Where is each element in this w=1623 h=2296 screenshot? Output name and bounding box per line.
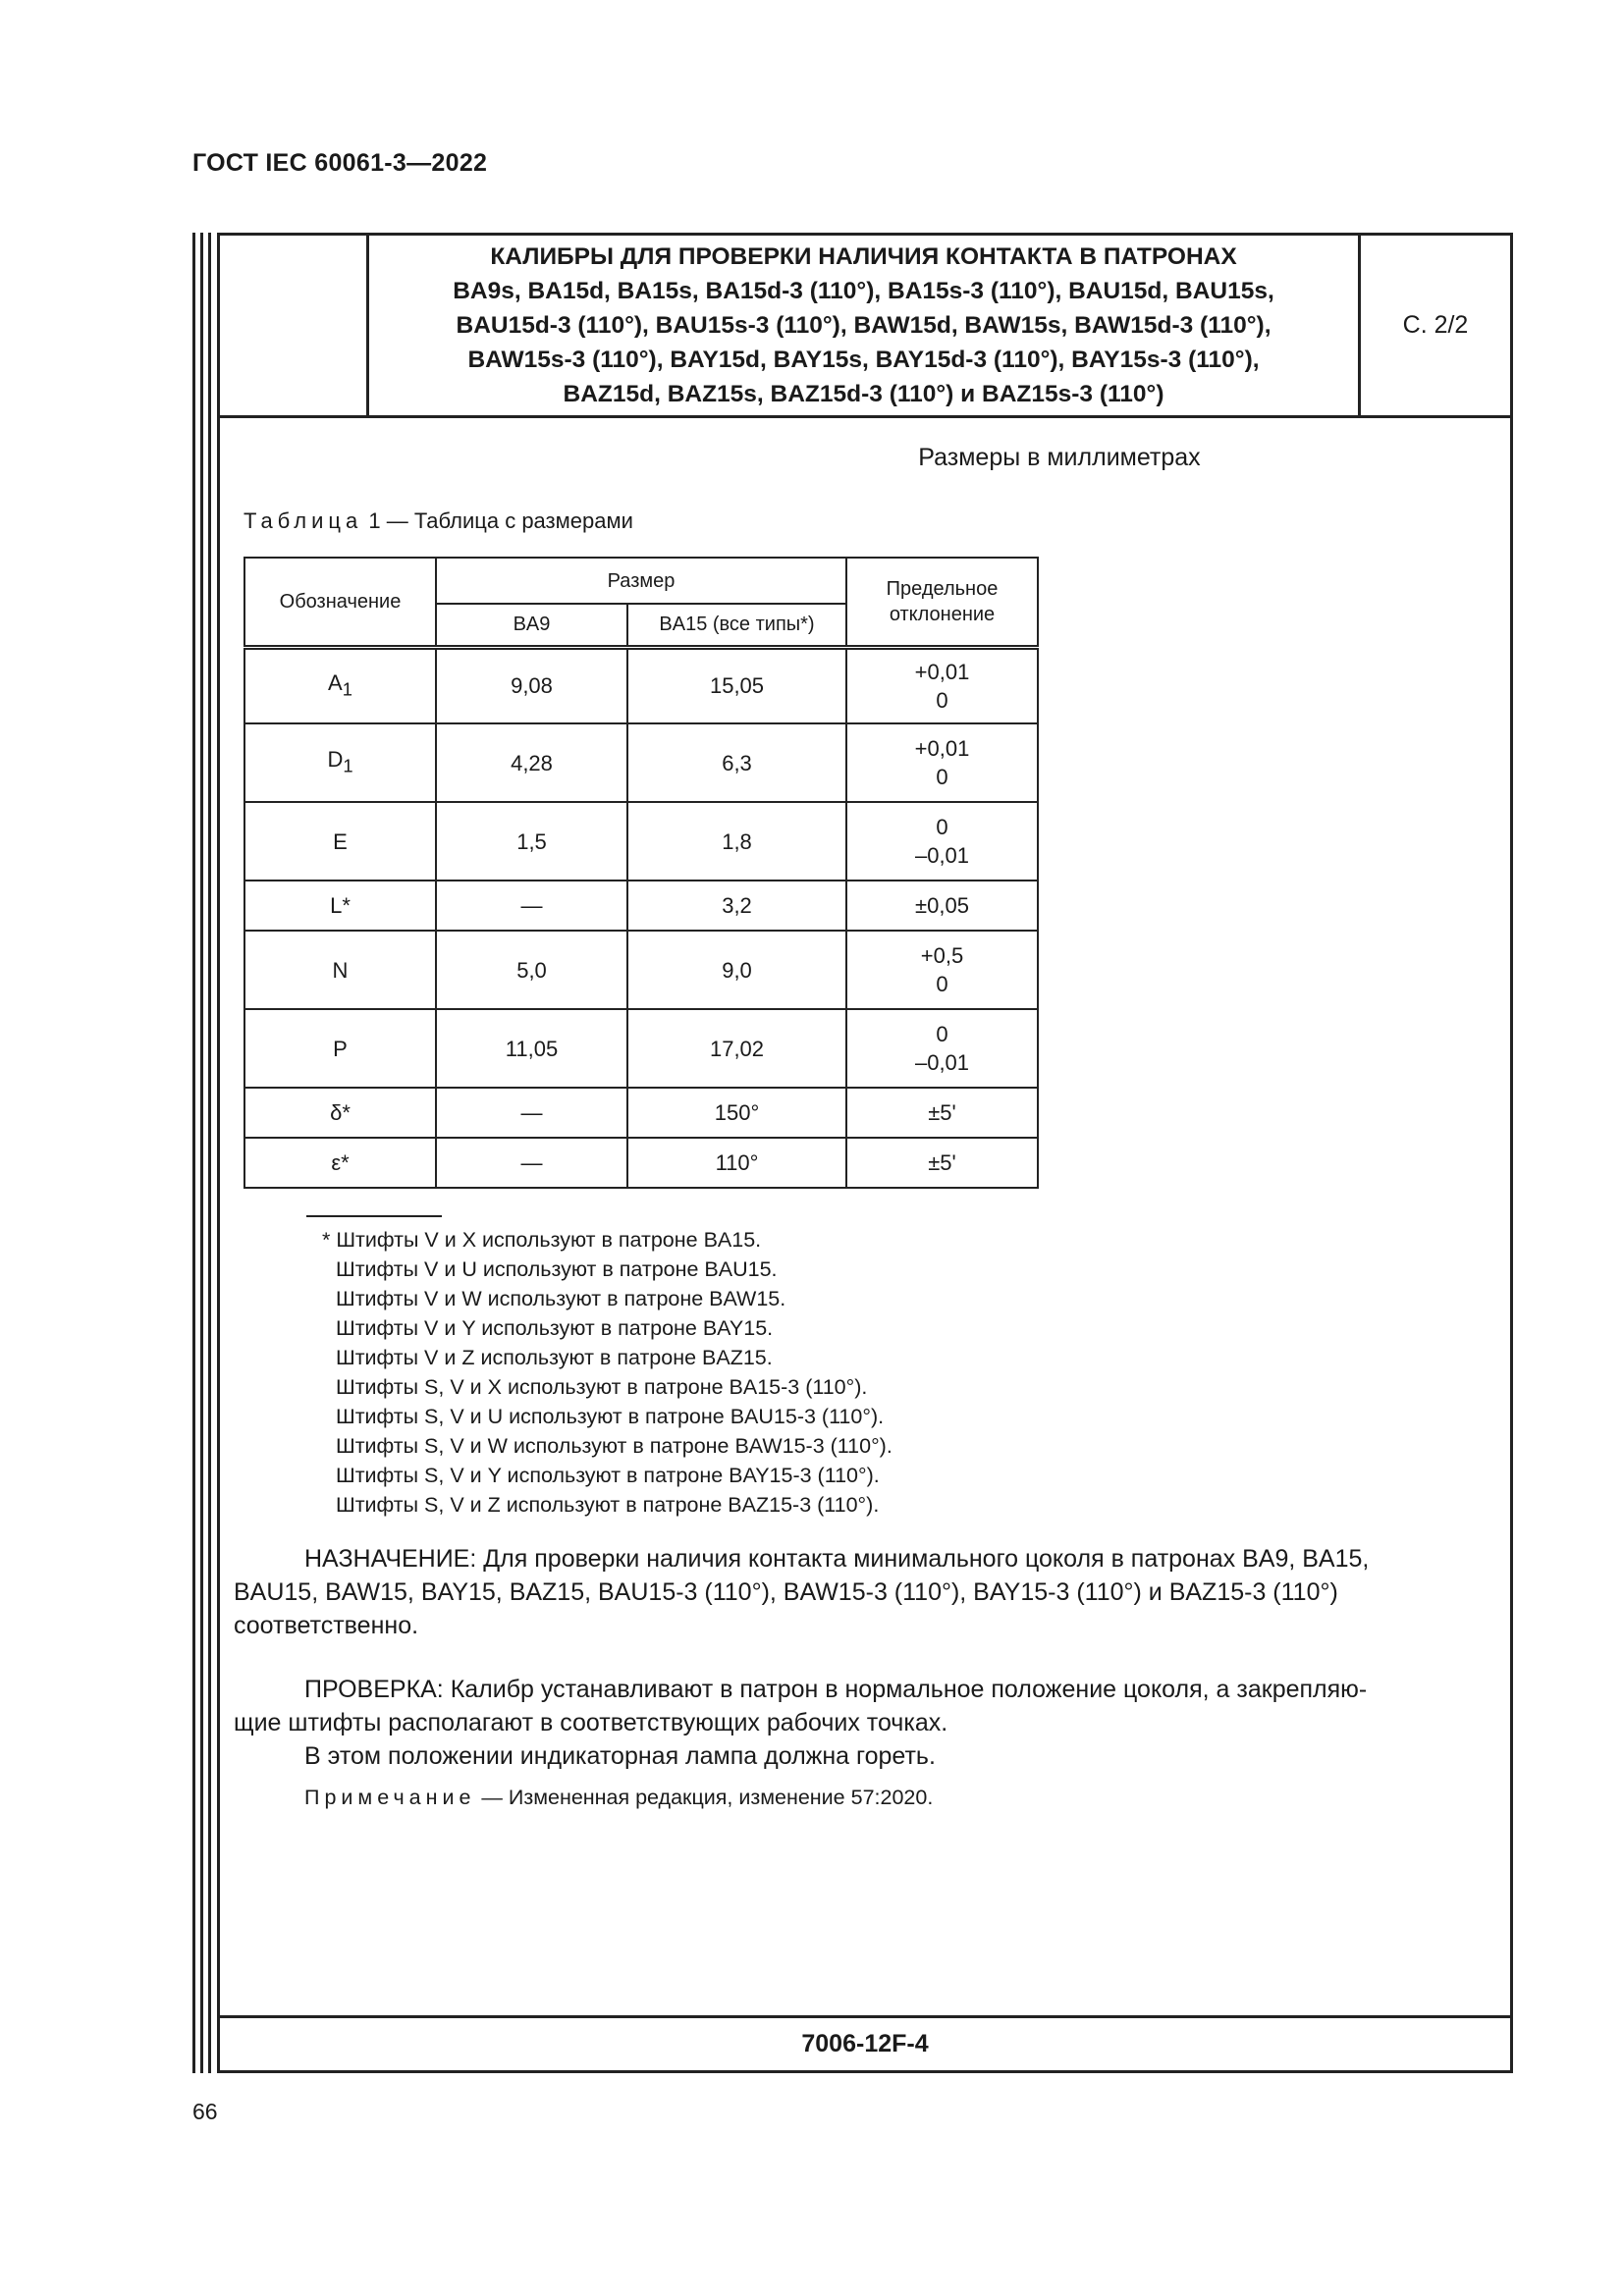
col-header-deviation: Предельное отклонение	[846, 558, 1038, 647]
cell-deviation: ±5'	[846, 1088, 1038, 1138]
document-code: ГОСТ IEC 60061-3—2022	[192, 149, 488, 177]
title-line: BAU15d-3 (110°), BAU15s-3 (110°), BAW15d, BAW15s, BAW15d-3 (110°),	[456, 312, 1271, 339]
purpose-line: BAU15, BAW15, BAY15, BAZ15, BAU15-3 (110°), BAW15-3 (110°), BAY15-3 (110°) и BAZ15-3 (110°)	[234, 1578, 1338, 1606]
header-blank-cell	[220, 236, 369, 415]
cell-ba9: 5,0	[436, 931, 627, 1009]
check-line: щие штифты располагают в соответствующих рабочих точках.	[234, 1709, 948, 1736]
footnote-line: Штифты S, V и U используют в патроне BAU15-3 (110°).	[336, 1405, 885, 1428]
cell-designation: L*	[244, 881, 436, 931]
table-row	[244, 723, 1038, 802]
cell-ba15: 17,02	[627, 1009, 846, 1088]
cell-designation: δ*	[244, 1088, 436, 1138]
sheet-frame	[217, 233, 1513, 2073]
col-header-ba15: BA15 (все типы*)	[627, 604, 846, 647]
header-title	[369, 236, 1361, 415]
footnote-line: Штифты V и U используют в патроне BAU15.	[336, 1257, 778, 1281]
cell-deviation: +0,01 0	[846, 723, 1038, 802]
footnote-line: Штифты V и Z используют в патроне BAZ15.	[336, 1346, 773, 1369]
table-row	[244, 1088, 1038, 1138]
sheet-header	[220, 236, 1510, 418]
cell-designation: $A_1$	[244, 647, 436, 723]
cell-ba9: 9,08	[436, 647, 627, 723]
cell-deviation: 0 –0,01	[846, 802, 1038, 881]
cell-ba15: 110°	[627, 1138, 846, 1188]
title-line: BAZ15d, BAZ15s, BAZ15d-3 (110°) и BAZ15s-3 (110°)	[563, 381, 1164, 407]
footnote-rule	[306, 1215, 442, 1217]
table-caption-text: 1 — Таблица с размерами	[362, 508, 633, 533]
footnote-line: Штифты V и W используют в патроне BAW15.	[336, 1287, 786, 1310]
cell-ba9: 11,05	[436, 1009, 627, 1088]
cell-deviation: ±5'	[846, 1138, 1038, 1188]
cell-ba9: 1,5	[436, 802, 627, 881]
table-row	[244, 931, 1038, 1009]
cell-ba15: 3,2	[627, 881, 846, 931]
cell-deviation: +0,5 0	[846, 931, 1038, 1009]
margin-line-right	[208, 233, 211, 2073]
cell-ba9: —	[436, 1138, 627, 1188]
table-row	[244, 881, 1038, 931]
title-line: КАЛИБРЫ ДЛЯ ПРОВЕРКИ НАЛИЧИЯ КОНТАКТА В ПАТРОНАХ	[490, 243, 1237, 270]
col-header-designation: Обозначение	[244, 558, 436, 647]
cell-deviation: 0 –0,01	[846, 1009, 1038, 1088]
cell-deviation: ±0,05	[846, 881, 1038, 931]
check-line: В этом положении индикаторная лампа должна гореть.	[304, 1742, 936, 1770]
check-paragraph	[234, 1673, 1490, 1773]
table-row	[244, 647, 1038, 723]
footnote-line: Штифты S, V и X используют в патроне BA15-3 (110°).	[336, 1375, 868, 1399]
header-page-ref: С. 2/2	[1402, 311, 1469, 339]
cell-designation: ε*	[244, 1138, 436, 1188]
footnote-line: Штифты S, V и Z используют в патроне BAZ15-3 (110°).	[336, 1493, 880, 1517]
note-text: — Измененная редакция, изменение 57:2020.	[475, 1786, 934, 1809]
cell-designation: N	[244, 931, 436, 1009]
check-line: ПРОВЕРКА: Калибр устанавливают в патрон в нормальное положение цоколя, а закрепляю-	[304, 1676, 1368, 1703]
note-prefix: Примечание	[304, 1786, 476, 1809]
cell-ba15: 6,3	[627, 723, 846, 802]
table-row	[244, 802, 1038, 881]
footnote-line: Штифты S, V и Y используют в патроне BAY15-3 (110°).	[336, 1464, 880, 1487]
page-number: 66	[192, 2099, 218, 2124]
sheet-code: 7006-12F-4	[220, 2015, 1510, 2070]
cell-ba15: 1,8	[627, 802, 846, 881]
units-note: Размеры в миллиметрах	[918, 444, 1201, 471]
purpose-line: НАЗНАЧЕНИЕ: Для проверки наличия контакта минимального цоколя в патронах BA9, BA15,	[304, 1545, 1370, 1573]
table-caption	[243, 508, 633, 534]
purpose-paragraph	[234, 1542, 1490, 1642]
cell-designation: E	[244, 802, 436, 881]
title-line: BA9s, BA15d, BA15s, BA15d-3 (110°), BA15s-3 (110°), BAU15d, BAU15s,	[453, 278, 1274, 304]
dimensions-table	[243, 557, 1039, 1189]
cell-ba9: —	[436, 881, 627, 931]
table-row	[244, 1138, 1038, 1188]
footnote-line: Штифты S, V и W используют в патроне BAW15-3 (110°).	[336, 1434, 893, 1458]
title-line: BAW15s-3 (110°), BAY15d, BAY15s, BAY15d-3 (110°), BAY15s-3 (110°),	[467, 347, 1260, 373]
cell-ba15: 150°	[627, 1088, 846, 1138]
cell-ba9: —	[436, 1088, 627, 1138]
footnote-line: * Штифты V и X используют в патроне BA15.	[322, 1228, 762, 1252]
col-header-size: Размер	[436, 558, 846, 604]
cell-ba9: 4,28	[436, 723, 627, 802]
amendment-note	[304, 1786, 933, 1810]
cell-designation: P	[244, 1009, 436, 1088]
margin-line-middle	[200, 233, 203, 2073]
purpose-line: соответственно.	[234, 1612, 419, 1639]
table-caption-prefix: Таблица	[243, 508, 363, 533]
col-header-ba9: BA9	[436, 604, 627, 647]
footnote-line: Штифты V и Y используют в патроне BAY15.	[336, 1316, 774, 1340]
cell-deviation: +0,01 0	[846, 647, 1038, 723]
margin-line-left	[192, 233, 195, 2073]
table-footnotes	[322, 1225, 893, 1520]
cell-ba15: 9,0	[627, 931, 846, 1009]
table-row	[244, 1009, 1038, 1088]
cell-designation: $D_1$	[244, 723, 436, 802]
cell-ba15: 15,05	[627, 647, 846, 723]
